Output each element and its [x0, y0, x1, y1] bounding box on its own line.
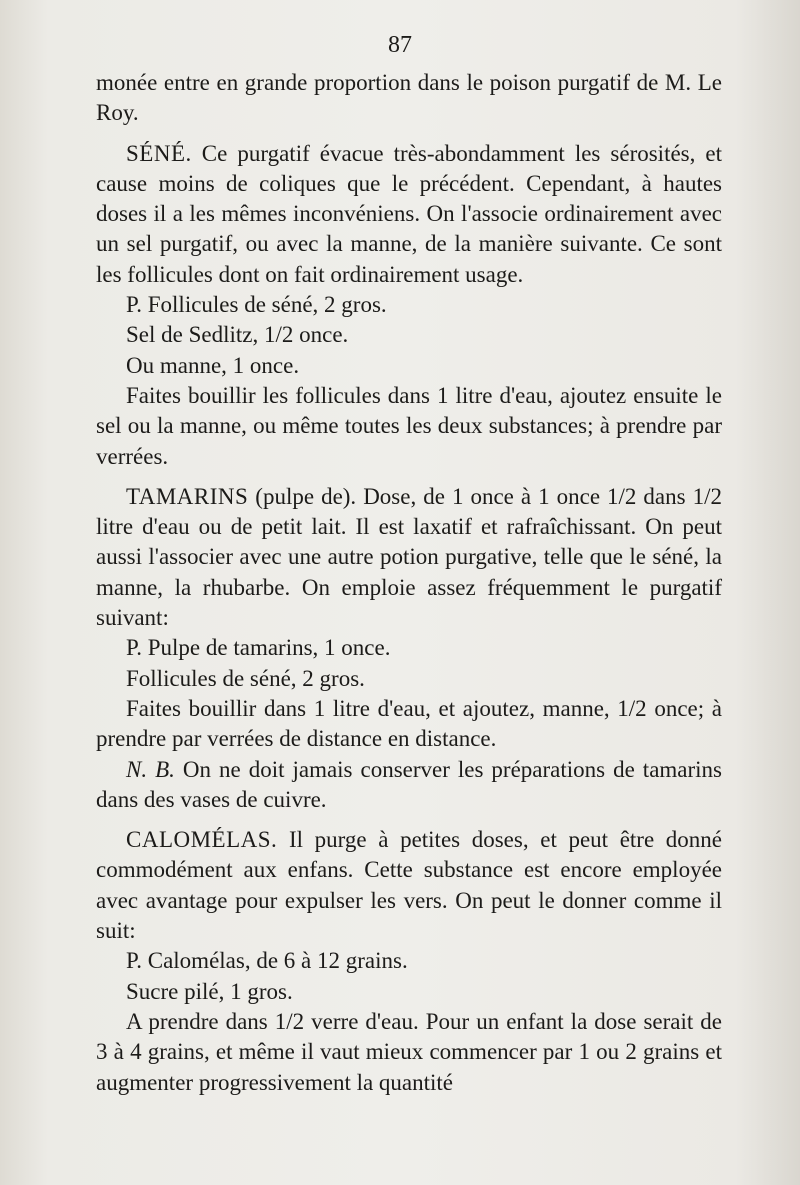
sene-text: Ce purgatif évacue très-abondamment les sérosités, et cause moins de coliques que le précédent. Cependant, à hautes doses il a les mêmes inconvéniens. On l'associe ordinairement avec un sel purgatif, ou avec la manne, de la manière suivante. Ce sont les follicules dont on fait ordinairement usage.: [96, 140, 723, 287]
recipe-instructions: A prendre dans 1/2 verre d'eau. Pour un enfant la dose serait de 3 à 4 grains, et même il vaut mieux commencer par 1 ou 2 grains et augmenter progressivement la quantité: [96, 1008, 722, 1095]
calomelas-text: Il purge à petites doses, et peut être donné commodément aux enfans. Cette substance est encore employée avec avantage pour expulser les vers. On peut le donner comme il suit:: [96, 827, 723, 944]
recipe-line: P. Pulpe de tamarins, 1 once.: [126, 635, 391, 661]
recipe-instructions: Faites bouillir les follicules dans 1 litre d'eau, ajoutez ensuite le sel ou la manne, ou même toutes les deux substances; à prendre par verrées.: [96, 382, 722, 469]
paragraph-continued: monée entre en grande proportion dans le poison purgatif de M. Le Roy.: [96, 70, 722, 126]
paragraph-sene: [96, 139, 722, 290]
recipe-line: P. Follicules de séné, 2 gros.: [126, 292, 387, 318]
heading-sene: SÉNÉ.: [126, 140, 192, 166]
recipe-line: Follicules de séné, 2 gros.: [126, 665, 365, 691]
recipe-line: Ou manne, 1 once.: [126, 352, 300, 378]
nota-bene-text: On ne doit jamais conserver les préparations de tamarins dans des vases de cuivre.: [96, 756, 723, 812]
page-text: [96, 68, 722, 1098]
page-number: 87: [388, 32, 412, 58]
heading-calomelas: CALOMÉLAS.: [126, 827, 278, 853]
recipe-instructions: Faites bouillir dans 1 litre d'eau, et ajoutez, manne, 1/2 once; à prendre par verrées de distance en distance.: [96, 695, 722, 752]
tamarins-text: (pulpe de). Dose, de 1 once à 1 once 1/2 dans 1/2 litre d'eau ou de petit lait. Il est laxatif et rafraîchissant. On peut aussi l'associer avec une autre potion purgative, telle que le séné, la manne, la rhubarbe. On emploie assez fréquemment le purgatif suivant:: [96, 483, 722, 631]
nota-bene-label: N. B.: [126, 756, 175, 782]
paragraph-tamarins: [96, 482, 722, 633]
nota-bene: [96, 755, 722, 816]
paragraph-calomelas: [96, 825, 722, 946]
recipe-line: Sucre pilé, 1 gros.: [126, 978, 293, 1004]
recipe-line: Sel de Sedlitz, 1/2 once.: [126, 322, 349, 348]
recipe-line: P. Calomélas, de 6 à 12 grains.: [126, 948, 408, 974]
heading-tamarins: TAMARINS: [126, 483, 249, 509]
